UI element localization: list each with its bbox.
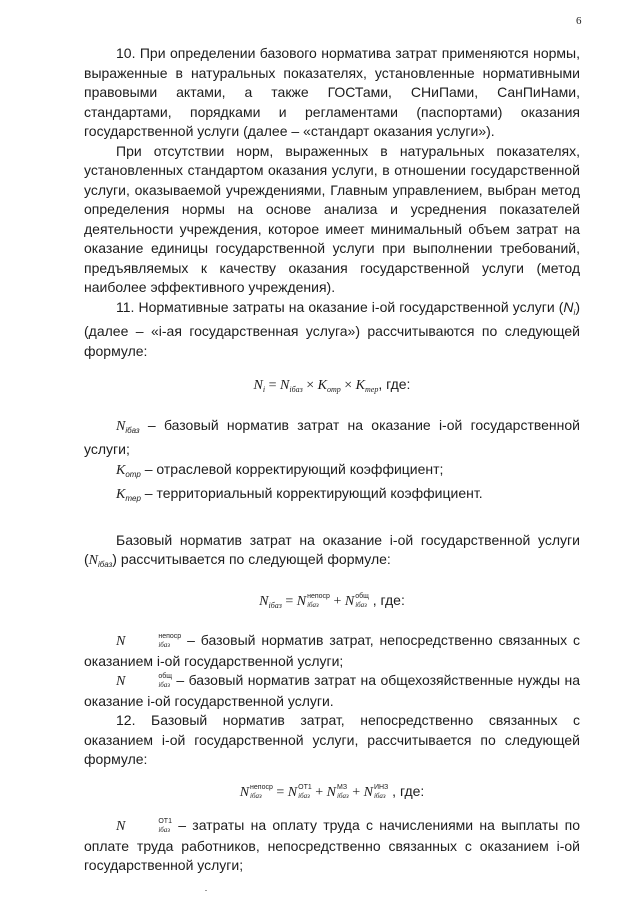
formula-base-normative: $N_{iбаз} = N$ непоср iбаз + N общ iбаз , где:: [259, 591, 405, 610]
paragraph-base-normative: Базовый норматив затрат на оказание i-ой государственной услуги $(N_{iбаз})$ рассчитывается по следующей формуле:: [84, 531, 580, 569]
scan-speck: [205, 890, 207, 891]
definition-n-general: N общ iбаз – базовый норматив затрат на общехозяйственные нужды на оказание i-ой государственной услуги.: [84, 672, 580, 709]
paragraph-11: 11. Нормативные затраты на оказание i-ой государственной услуги $(N_i)$ (далее – «i-ая государственная услуга») рассчитываются по следующей формуле:: [84, 298, 580, 359]
definition-k-industry: $K_{отр}$ – отраслевой корректирующий коэффициент;: [116, 460, 444, 479]
paragraph-10-method: При отсутствии норм, выраженных в натуральных показателях, установленных стандартом оказания услуги, в отношении государственной услуги, оказываемой учреждениями, Главным управлением, выбран метод определения нормы на основе анализа и усреднения показателей деятельности учреждения, которое имеет минимальный объем затрат на оказание единицы государственной услуги при выполнении требований, предъявляемых к качеству оказания государственной услуги (метод наиболее эффективного учреждения).: [84, 142, 580, 295]
paragraph-10: 10. При определении базового норматива затрат применяются нормы, выраженные в натуральных показателях, установленные нормативными правовыми актами, а также ГОСТами, СНиПами, СанПиНами, стандартами, порядками и регламентами (паспортами) оказания государственной услуги (далее – «стандарт оказания услуги»).: [84, 45, 580, 139]
definition-n-base: $N_{iбаз}$ – базовый норматив затрат на оказание i-ой государственной услуги;: [84, 416, 580, 457]
definition-n-labor: N ОТ1 iбаз – затраты на оплату труда с начислениями на выплаты по оплате труда работников, непосредственно связанных с оказанием i-ой государственной услуги;: [84, 817, 580, 873]
paragraph-12: 12. Базовый норматив затрат, непосредственно связанных с оказанием i-ой государственной услуги, рассчитывается по следующей формуле:: [84, 712, 580, 767]
definition-k-territory: $K_{тер}$ – территориальный корректирующий коэффициент.: [116, 485, 483, 503]
page-body: [84, 44, 580, 876]
formula-direct-costs: N непоср iбаз = N ОТ1 iбаз + N МЗ iбаз + N ИНЗ iбаз , где:: [239, 782, 425, 801]
definition-n-direct: N непоср iбаз – базовый норматив затрат, непосредственно связанных с оказанием i-ой государственной услуги;: [84, 632, 580, 669]
formula-normative-cost: $N_i = N_{iбаз} \times K_{отр} \times K_{тер}$, где:: [253, 376, 411, 394]
page-number: 6: [576, 15, 582, 27]
